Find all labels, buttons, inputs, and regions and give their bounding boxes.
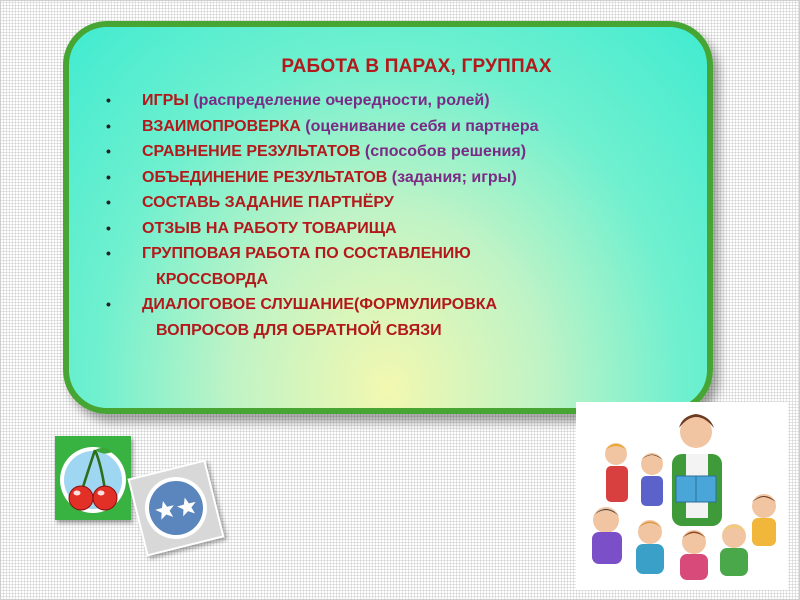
- item-main: ГРУППОВАЯ РАБОТА ПО СОСТАВЛЕНИЮ: [142, 245, 471, 262]
- item-continuation: КРОССВОРДА: [156, 270, 268, 288]
- teacher-reading-to-children-illustration: [576, 402, 788, 590]
- stars-tile: [128, 460, 225, 557]
- list-item: [104, 292, 704, 343]
- list-item: [104, 88, 704, 114]
- list-item: [104, 216, 704, 242]
- item-detail: (оценивание себя и партнера: [300, 117, 539, 135]
- item-detail: (способов решения): [360, 143, 527, 160]
- list-item: [104, 114, 704, 140]
- bullet-icon: •: [106, 168, 111, 185]
- cherry-tile: [55, 436, 131, 520]
- item-main: СОСТАВЬ ЗАДАНИЕ ПАРТНЁРУ: [142, 194, 394, 211]
- item-main: ДИАЛОГОВОЕ СЛУШАНИЕ(ФОРМУЛИРОВКА: [142, 296, 498, 313]
- teacher-reading-icon: [576, 402, 788, 590]
- item-main: ОБЪЕДИНЕНИЕ РЕЗУЛЬТАТОВ: [142, 168, 388, 186]
- bullet-icon: •: [106, 194, 111, 210]
- item-main: ИГРЫ: [142, 92, 189, 109]
- cherry-icon: [55, 436, 131, 520]
- list-item: [104, 241, 704, 292]
- content-card: [63, 21, 713, 414]
- bullet-icon: •: [106, 296, 111, 312]
- list-item: [104, 190, 704, 216]
- bullet-icon: •: [106, 143, 111, 159]
- card-title: РАБОТА В ПАРАХ, ГРУППАХ: [281, 56, 552, 77]
- list-item: [104, 139, 704, 165]
- bullet-icon: •: [106, 219, 111, 236]
- item-detail: (распределение очередности, ролей): [188, 92, 490, 109]
- bullet-icon: •: [106, 117, 111, 134]
- item-detail: (задания; игры): [387, 168, 517, 186]
- stars-icon: [130, 462, 222, 554]
- bullet-icon: •: [106, 92, 111, 108]
- bullet-list: [104, 88, 704, 343]
- item-main: ВЗАИМОПРОВЕРКА: [142, 117, 301, 135]
- item-continuation: ВОПРОСОВ ДЛЯ ОБРАТНОЙ СВЯЗИ: [156, 321, 442, 339]
- item-main: СРАВНЕНИЕ РЕЗУЛЬТАТОВ: [142, 143, 361, 160]
- item-main: ОТЗЫВ НА РАБОТУ ТОВАРИЩА: [142, 219, 397, 237]
- bullet-icon: •: [106, 245, 111, 261]
- list-item: [104, 165, 704, 191]
